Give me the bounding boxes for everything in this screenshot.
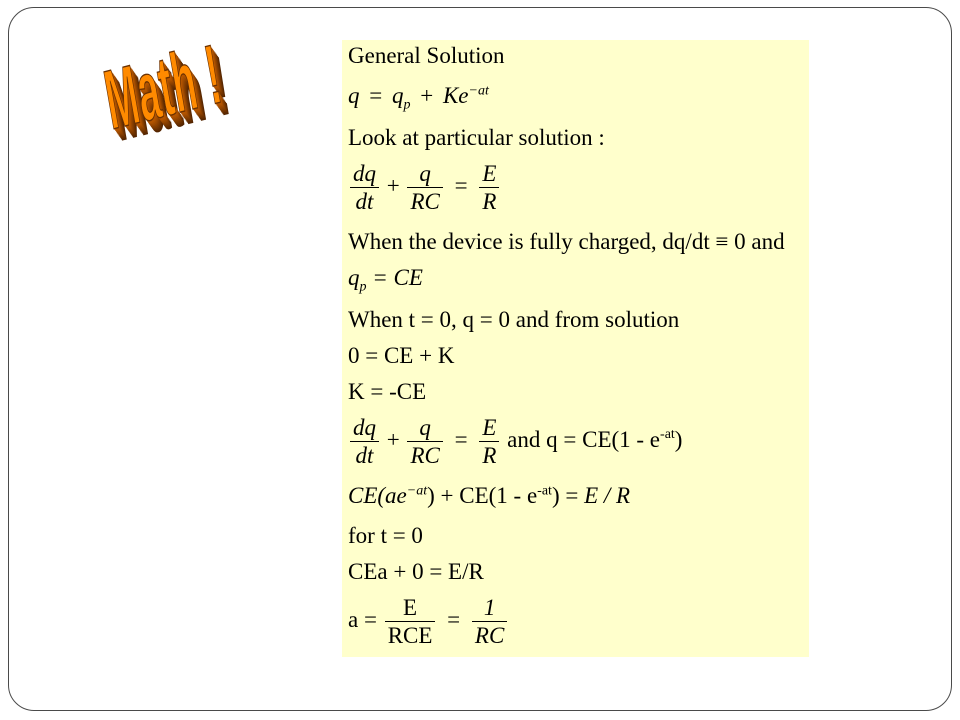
eq-q: q [348, 83, 360, 108]
charge-solution: and q = CE(1 - e [507, 426, 661, 452]
eq-ce: = CE [372, 265, 423, 290]
frac-dq-dt: $\frac{dq}{dt}$ [350, 162, 379, 213]
combined-equation: $\frac{dq}{dt}$ + $\frac{q}{RC}$ = $\frac{E}{R}$ and $q = CE(1 - e^{-at})$ [348, 416, 682, 467]
frac-q-rc: $\frac{q}{RC}$ [407, 162, 442, 213]
equation-panel [342, 40, 809, 657]
eq-qp-sub: p [403, 97, 411, 113]
frac-e-rce: $\frac{E}{\text{RCE}}$ [385, 596, 436, 647]
eq-ke-exp: −at [468, 83, 489, 99]
frac-1-rc: $\frac{1}{RC}$ [472, 596, 507, 647]
general-solution-equation [348, 83, 489, 113]
initial-condition-statement: When t = 0, q = 0 and from solution [348, 307, 680, 332]
wordart-text: Math ! [98, 27, 228, 149]
zero-equals-ce-plus-k: 0 = CE + K [348, 343, 455, 368]
eq-qp: q [391, 83, 404, 108]
equals-sign: = [454, 172, 468, 198]
for-t-zero-label: for t = 0 [348, 523, 423, 548]
substitution-equation: $CE(ae^{-at}) + CE(1 - e^{-at}) = E / R$ [348, 483, 631, 508]
fully-charged-statement: When the device is fully charged, dq/dt ≡ 0 and [348, 229, 785, 254]
eq-plus: + [420, 83, 434, 108]
plus-sign: + [386, 172, 400, 198]
particular-solution-equation: $q_p$ = CE [348, 265, 423, 295]
a-equals-one-over-rc: a = $\frac{E}{\text{RCE}}$ = $\frac{1}{RC}$ [348, 596, 509, 647]
eq-equals: = [369, 83, 383, 108]
eq-ke: Ke [442, 83, 469, 108]
cea-equation: CEa + 0 = E/R [348, 559, 484, 584]
particular-solution-label: Look at particular solution : [348, 125, 605, 150]
frac-e-r: $\frac{E}{R}$ [479, 162, 499, 213]
general-solution-label: General Solution [348, 43, 505, 68]
differential-equation [348, 162, 501, 213]
k-equals-minus-ce: K = -CE [348, 379, 427, 404]
